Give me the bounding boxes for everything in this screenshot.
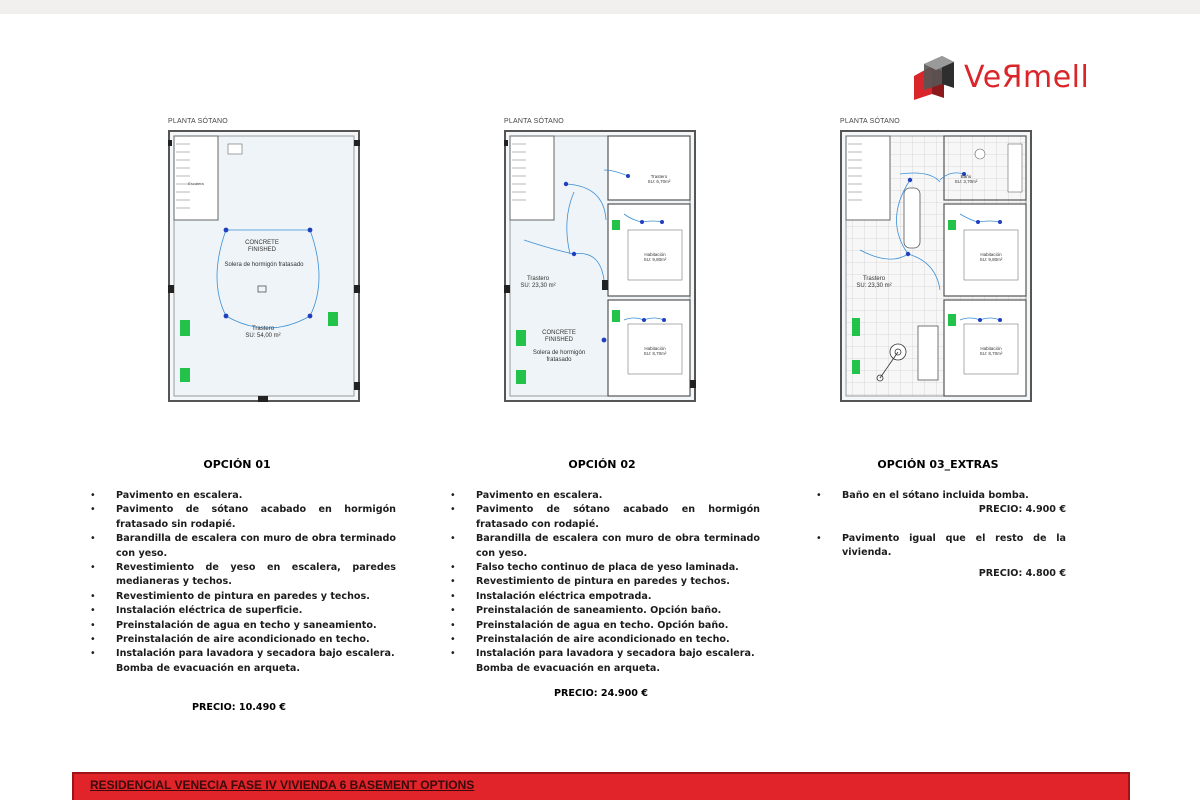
- item-text: Pavimento igual que el resto de la vivienda.: [842, 532, 1066, 559]
- list-item: [816, 489, 1066, 518]
- label-text: SU: 3,70m²: [954, 179, 978, 184]
- list-item: • Barandilla de escalera con muro de obra terminado con yeso.: [90, 532, 396, 561]
- list-item: • Preinstalación de agua en techo. Opción baño.: [450, 619, 760, 633]
- label-text: CONCRETE: [245, 240, 279, 246]
- plan-caption: PLANTA SÓTANO: [840, 118, 900, 125]
- label-text: SU: 23,30 m²: [856, 283, 892, 289]
- plan-label-trastero: [228, 326, 298, 340]
- plan-label-habitacion-1: [630, 252, 680, 262]
- list-item: • Barandilla de escalera con muro de obra terminado con yeso.: [450, 532, 760, 561]
- plan-label-bano: [948, 174, 984, 184]
- brand-name: VeЯmell: [964, 60, 1090, 95]
- list-item: • Revestimiento de yeso en escalera, paredes medianeras y techos.: [90, 561, 396, 590]
- top-bar: [0, 0, 1200, 14]
- label-text: SU: 9,80m²: [643, 257, 667, 262]
- list-item: • Instalación para lavadora y secadora bajo escalera. Bomba de evacuación en arqueta.: [450, 647, 760, 676]
- item-text: Baño en el sótano incluida bomba.: [842, 490, 1029, 501]
- plan-label-trastero-main: [508, 276, 568, 290]
- plan-label-trastero-main: [844, 276, 904, 290]
- list-item: • Preinstalación de saneamiento. Opción baño.: [450, 604, 760, 618]
- label-text: Trastero: [526, 276, 550, 282]
- label-text: FINISHED: [247, 247, 276, 253]
- price: PRECIO: 10.490 €: [192, 702, 286, 714]
- label-text: FINISHED: [544, 337, 573, 343]
- list-item: [816, 532, 1066, 581]
- list-item: • Revestimiento de pintura en paredes y techos.: [450, 575, 760, 589]
- plan-label-habitacion-2: [630, 346, 680, 356]
- floor-plan-option-3: [840, 118, 1040, 408]
- label-text: CONCRETE: [542, 330, 576, 336]
- list-item: • Pavimento en escalera.: [450, 489, 760, 503]
- option-title: OPCIÓN 01: [203, 458, 271, 471]
- price: PRECIO: 4.800 €: [978, 567, 1066, 579]
- logo-cube-icon: [908, 54, 960, 100]
- option-features-list: [90, 489, 396, 676]
- option-02: [450, 458, 760, 699]
- label-text: fratasado: [546, 357, 572, 363]
- list-item: • Instalación eléctrica de superficie.: [90, 604, 396, 618]
- option-title: OPCIÓN 02: [568, 458, 636, 471]
- option-features-list: [816, 489, 1066, 581]
- label-text: SU: 6,70m²: [647, 179, 671, 184]
- option-title: OPCIÓN 03_EXTRAS: [877, 458, 999, 471]
- label-text: SU: 8,70m²: [643, 351, 667, 356]
- list-item: • Falso techo continuo de placa de yeso laminada.: [450, 561, 760, 575]
- list-item: • Instalación para lavadora y secadora bajo escalera. Bomba de evacuación en arqueta.: [90, 647, 396, 676]
- floor-plan-option-2: [504, 118, 704, 408]
- footer-banner: [72, 772, 1130, 800]
- list-item: • Revestimiento de pintura en paredes y techos.: [90, 590, 396, 604]
- footer-title: RESIDENCIAL VENECIA FASE IV VIVIENDA 6 BASEMENT OPTIONS: [90, 778, 475, 792]
- label-text: SU: 54,00 m²: [245, 333, 281, 339]
- label-text: SU: 23,30 m²: [520, 283, 556, 289]
- list-item: • Instalación eléctrica empotrada.: [450, 590, 760, 604]
- label-text: Trastero: [862, 276, 886, 282]
- label-text: Trastero: [251, 326, 275, 332]
- floor-plan-option-1: [168, 118, 368, 408]
- list-item: • Pavimento de sótano acabado en hormigón fratasado con rodapié.: [450, 503, 760, 532]
- label-text: SU: 8,70m²: [979, 351, 1003, 356]
- list-item: • Preinstalación de agua en techo y saneamiento.: [90, 619, 396, 633]
- plan-label-concrete: [232, 240, 292, 254]
- label-text: Habitación: [644, 252, 666, 257]
- option-03-extras: [816, 458, 1066, 581]
- plan-label-escalera: Escalera: [188, 181, 204, 186]
- list-item: • Preinstalación de aire acondicionado en techo.: [450, 633, 760, 647]
- plan-label-habitacion-1: [966, 252, 1016, 262]
- list-item: • Pavimento de sótano acabado en hormigón fratasado sin rodapié.: [90, 503, 396, 532]
- price: PRECIO: 4.900 €: [978, 504, 1066, 516]
- label-text: Habitación: [980, 252, 1002, 257]
- label-text: Baño: [960, 174, 972, 179]
- plan-caption: PLANTA SÓTANO: [504, 118, 564, 125]
- option-01: [90, 458, 396, 713]
- plan-label-solera: [514, 350, 604, 364]
- plan-label-habitacion-2: [966, 346, 1016, 356]
- option-features-list: [450, 489, 760, 676]
- vermell-logo: [908, 54, 1118, 104]
- plan-caption: PLANTA SÓTANO: [168, 118, 228, 125]
- label-text: SU: 9,80m²: [979, 257, 1003, 262]
- label-text: Trastero: [650, 174, 668, 179]
- list-item: • Pavimento en escalera.: [90, 489, 396, 503]
- label-text: Habitación: [644, 346, 666, 351]
- plan-label-concrete: [524, 330, 594, 344]
- list-item: • Preinstalación de aire acondicionado en techo.: [90, 633, 396, 647]
- label-text: Solera de hormigón: [532, 350, 586, 356]
- floor-plan-drawing: [840, 130, 1034, 404]
- plan-label-trastero-small: [634, 174, 684, 184]
- label-text: Habitación: [980, 346, 1002, 351]
- plan-label-solera: Solera de hormigón fratasado: [224, 262, 304, 268]
- price: PRECIO: 24.900 €: [554, 688, 648, 700]
